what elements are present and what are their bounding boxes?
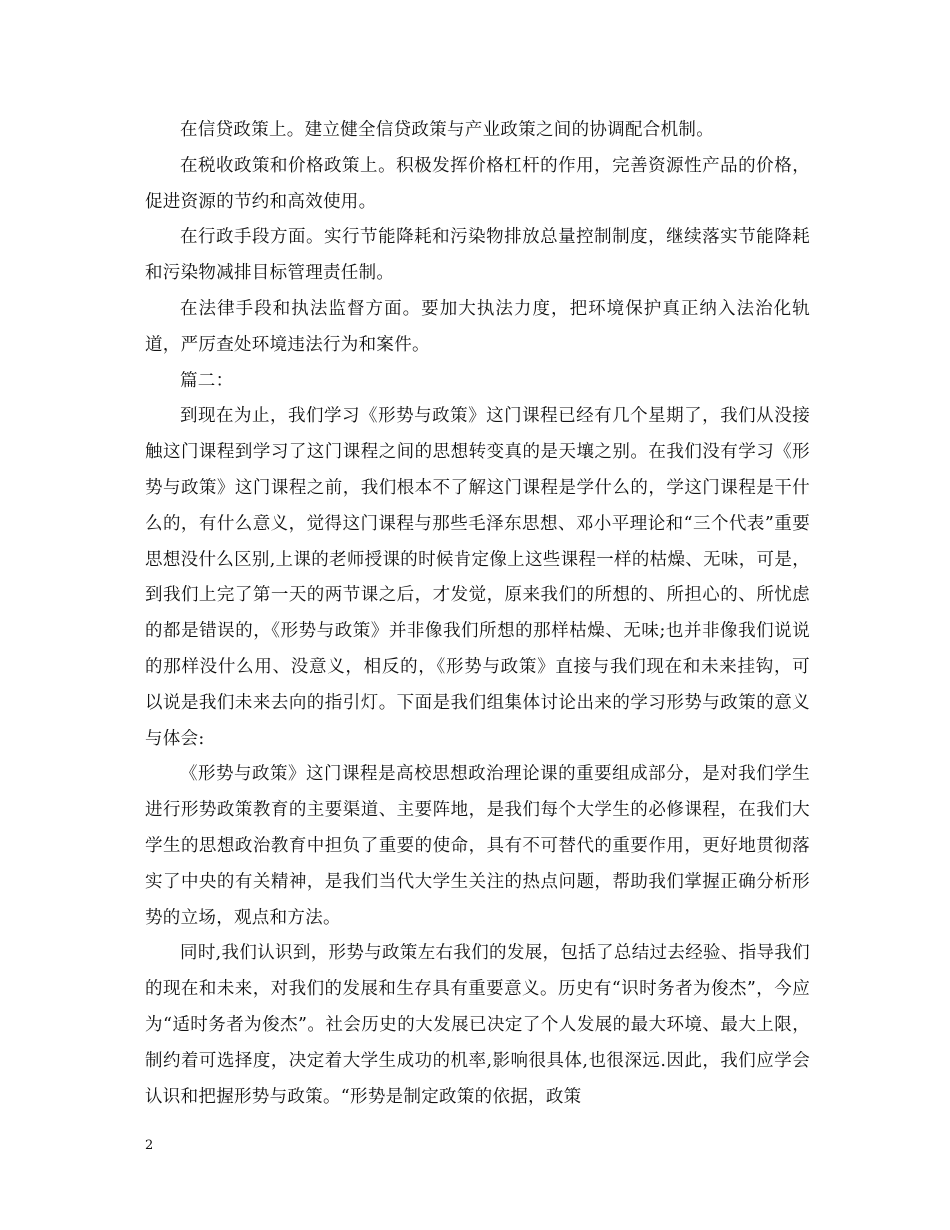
paragraph-legal-means: 在法律手段和执法监督方面。要加大执法力度，把环境保护真正纳入法治化轨道，严厉查处环境违法行为和案件。 <box>145 298 810 355</box>
paragraph-course-importance: 《形势与政策》这门课程是高校思想政治理论课的重要组成部分，是对我们学生进行形势政策教育的主要渠道、主要阵地，是我们每个大学生的必修课程，在我们大学生的思想政治教育中担负了重要的使命，具有不可替代的重要作用，更好地贯彻落实了中央的有关精神，是我们当代大学生关注的热点问题，帮助我们掌握正确分析形势的立场，观点和方法。 <box>145 764 810 928</box>
section-heading-part-two: 篇二： <box>180 370 234 391</box>
document-body <box>145 113 810 1115</box>
paragraph-course-introduction: 到现在为止，我们学习《形势与政策》这门课程已经有几个星期了，我们从没接触这门课程到学习了这门课程之间的思想转变真的是天壤之别。在我们没有学习《形势与政策》这门课程之前，我们根本不了解这门课程是学什么的，学这门课程是干什么的，有什么意义，觉得这门课程与那些毛泽东思想、邓小平理论和“三个代表”重要思想没什么区别,上课的老师授课的时候肯定像上这些课程一样的枯燥、无味，可是，到我们上完了第一天的两节课之后，才发觉，原来我们的所想的、所担心的、所忧虑的都是错误的，《形势与政策》并非像我们所想的那样枯燥、无味;也并非像我们说说的那样没什么用、没意义，相反的，《形势与政策》直接与我们现在和未来挂钩，可以说是我们未来去向的指引灯。下面是我们组集体讨论出来的学习形势与政策的意义与体会: <box>145 406 810 749</box>
page-number: 2 <box>145 1138 154 1153</box>
paragraph-credit-policy: 在信贷政策上。建立健全信贷政策与产业政策之间的协调配合机制。 <box>180 120 714 140</box>
paragraph-situation-and-policy: 同时,我们认识到，形势与政策左右我们的发展，包括了总结过去经验、指导我们的现在和未来，对我们的发展和生存具有重要意义。历史有“识时务者为俊杰”，今应为“适时务者为俊杰”。社会历史的大发展已决定了个人发展的最大环境、最大上限，制约着可选择度，决定着大学生成功的机率,影响很具体,也很深远.因此，我们应学会认识和把握形势与政策。“形势是制定政策的依据，政策 <box>145 943 810 1107</box>
paragraph-tax-price-policy: 在税收政策和价格政策上。积极发挥价格杠杆的作用，完善资源性产品的价格，促进资源的节约和高效使用。 <box>145 155 810 212</box>
paragraph-administrative-means: 在行政手段方面。实行节能降耗和污染物排放总量控制制度，继续落实节能降耗和污染物减排目标管理责任制。 <box>145 227 810 284</box>
